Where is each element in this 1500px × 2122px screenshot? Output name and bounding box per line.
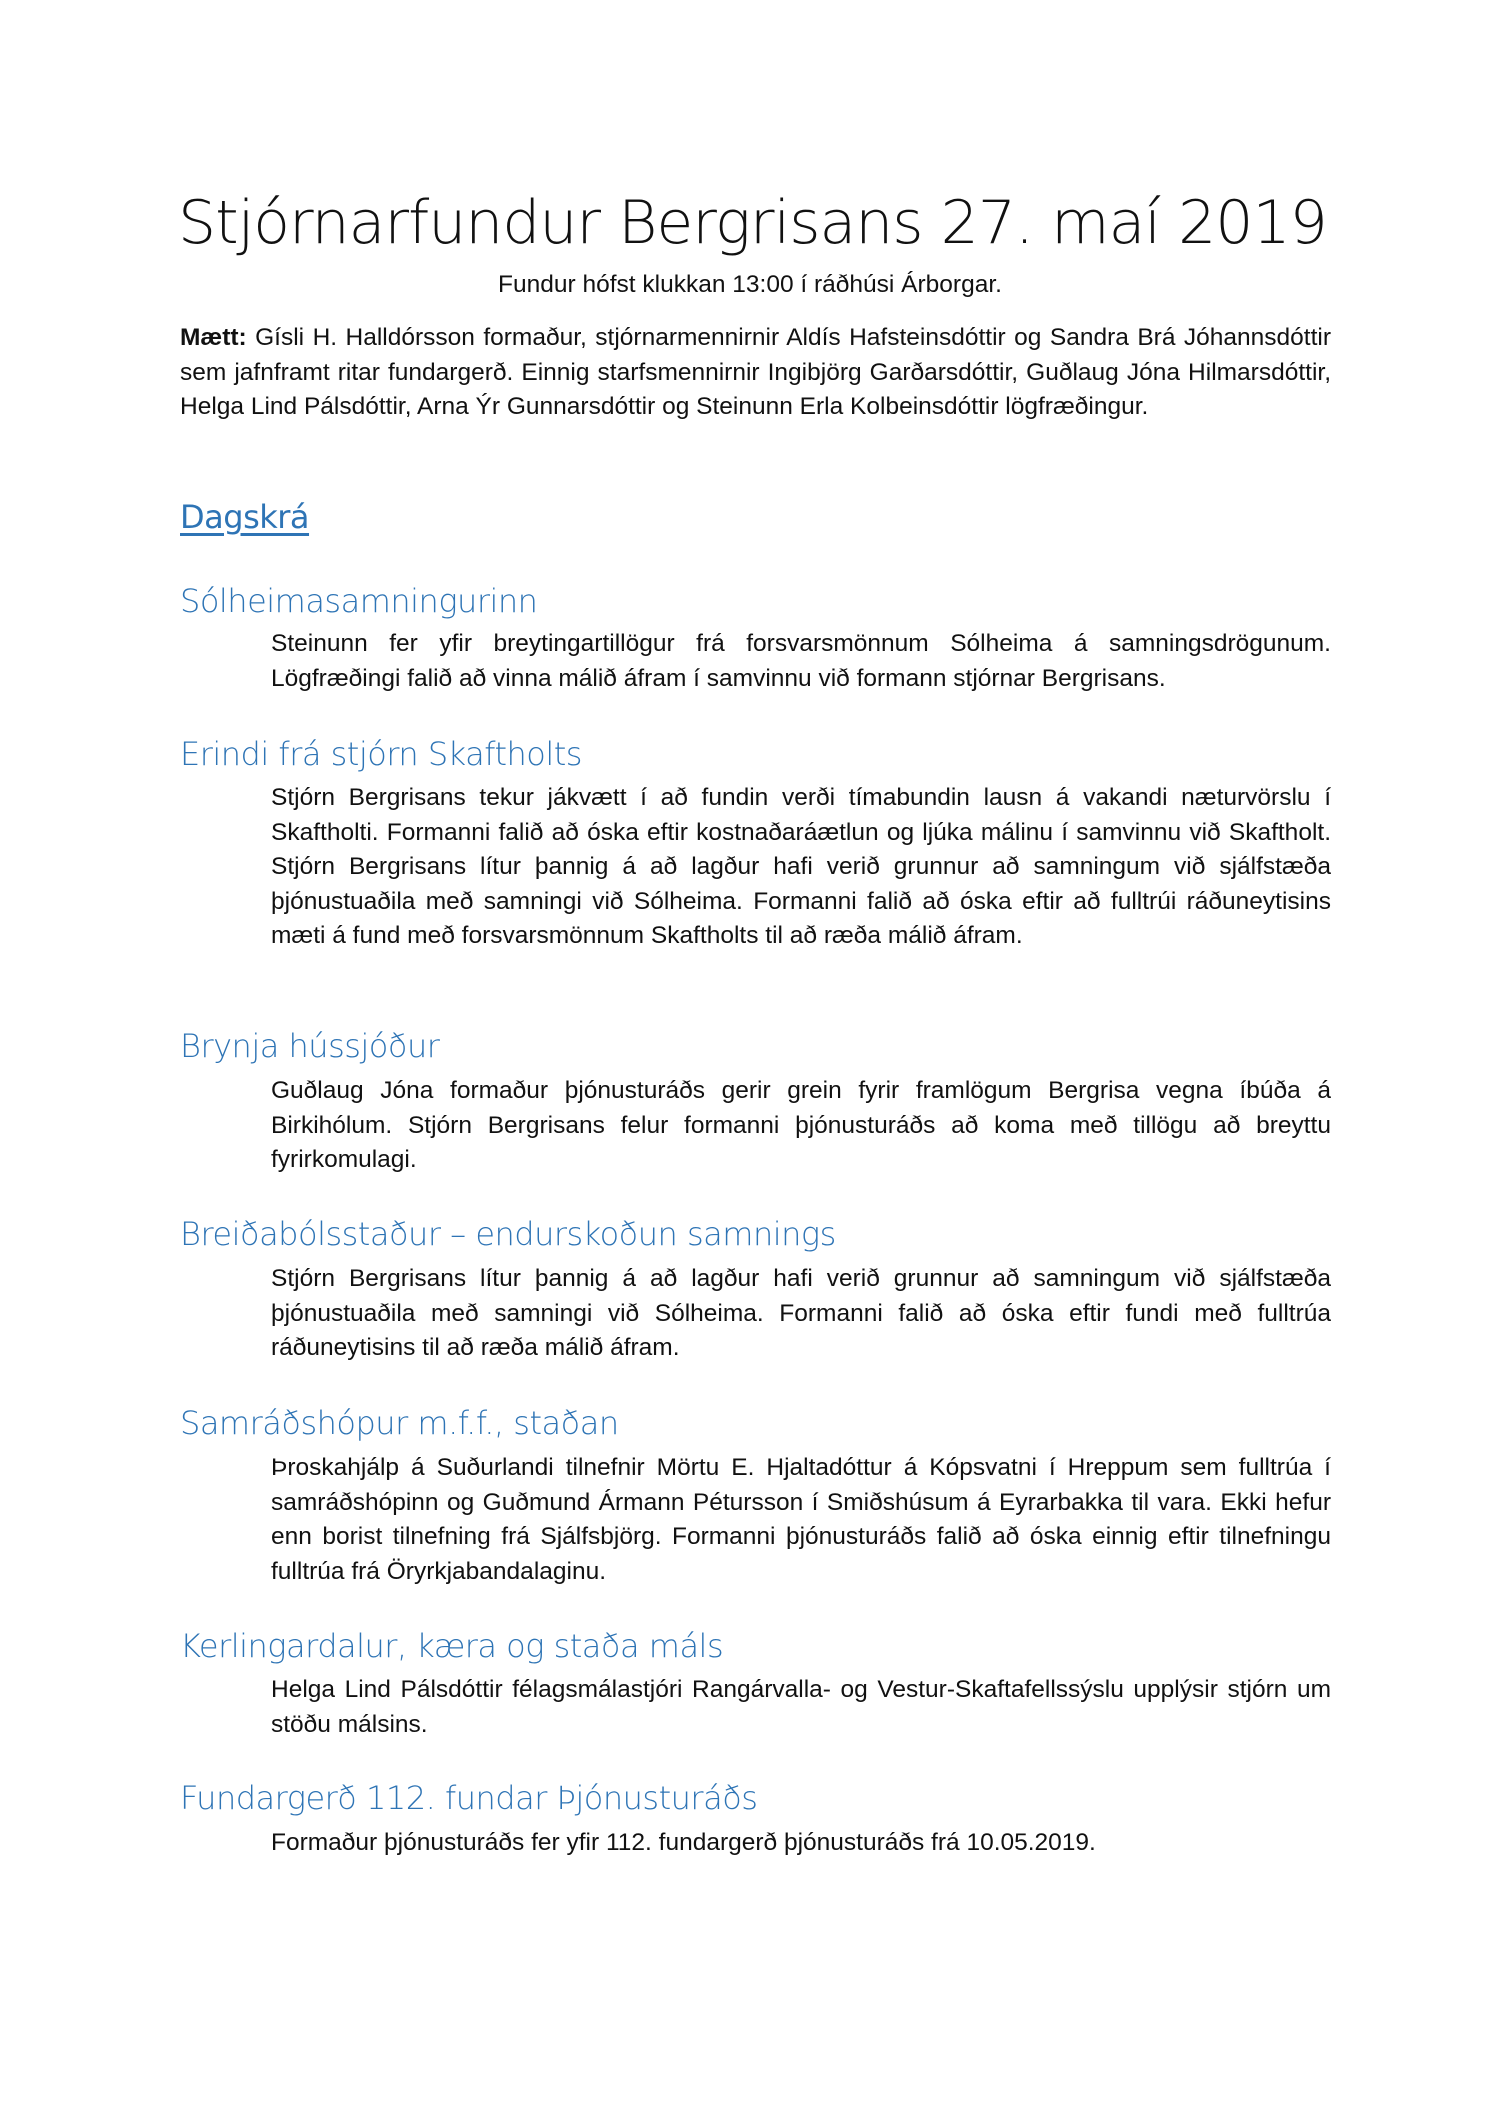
agenda-heading: Dagskrá (180, 498, 310, 536)
agenda-item-heading: Samráðshópur m.f.f., staðan (180, 1404, 619, 1442)
attendance-text: Gísli H. Halldórsson formaður, stjórnarmennirnir Aldís Hafsteinsdóttir og Sandra Brá Jóhannsdóttir sem jafnframt ritar fundargerð. Einnig starfsmennirnir Ingibjörg Garðarsdóttir, Guðlaug Jóna Hilmarsdóttir, Helga Lind Pálsdóttir, Arna Ýr Gunnarsdóttir og Steinunn Erla Kolbeinsdóttir lögfræðingur. (180, 324, 1331, 421)
agenda-item-body: Guðlaug Jóna formaður þjónusturáðs gerir grein fyrir framlögum Bergrisa vegna íbúða á Birkihólum. Stjórn Bergrisans felur formanni þjónusturáðs að koma með tillögu að breyttu fyrirkomulagi. (271, 1077, 1331, 1174)
agenda-item-heading: Breiðabólsstaður – endurskoðun samnings (180, 1215, 836, 1253)
agenda-item-body: Stjórn Bergrisans lítur þannig á að lagður hafi verið grunnur að samningum við sjálfstæða þjónustuaðila með samningi við Sólheima. Formanni falið að óska eftir fundi með fulltrúa ráðuneytisins til að ræða málið áfram. (271, 1265, 1331, 1362)
document-title: Stjórnarfundur Bergrisans 27. maí 2019 (178, 188, 1327, 258)
agenda-item-body: Helga Lind Pálsdóttir félagsmálastjóri Rangárvalla- og Vestur-Skaftafellssýslu upplýsir stjórn um stöðu málsins. (271, 1676, 1331, 1738)
attendance-paragraph (180, 321, 1331, 425)
meeting-info: Fundur hófst klukkan 13:00 í ráðhúsi Árborgar. (498, 271, 1002, 298)
agenda-item-heading: Sólheimasamningurinn (180, 582, 538, 620)
agenda-item-body: Stjórn Bergrisans tekur jákvætt í að fundin verði tímabundin lausn á vakandi næturvörslu í Skaftholti. Formanni falið að óska eftir kostnaðaráætlun og ljúka málinu í samvinnu við Skaftholt. Stjórn Bergrisans lítur þannig á að lagður hafi verið grunnur að samningum við sjálfstæða þjónustuaðila með samningi við Sólheima. Formanni falið að óska eftir að fulltrúi ráðuneytisins mæti á fund með forsvarsmönnum Skaftholts til að ræða málið áfram. (271, 784, 1331, 950)
agenda-item-body: Þroskahjálp á Suðurlandi tilnefnir Mörtu E. Hjaltadóttur á Kópsvatni í Hreppum sem fulltrúa í samráðshópinn og Guðmund Ármann Pétursson í Smiðshúsum á Eyrarbakka til vara. Ekki hefur enn borist tilnefning frá Sjálfsbjörg. Formanni þjónusturáðs falið að óska einnig eftir tilnefningu fulltrúa frá Öryrkjabandalaginu. (271, 1454, 1331, 1585)
agenda-item-heading: Fundargerð 112. fundar Þjónusturáðs (180, 1779, 758, 1817)
agenda-item-heading: Brynja hússjóður (180, 1027, 440, 1065)
agenda-item-heading: Kerlingardalur, kæra og staða máls (180, 1627, 724, 1665)
attendance-label: Mætt: (180, 324, 247, 351)
agenda-item-heading: Erindi frá stjórn Skaftholts (180, 735, 582, 773)
agenda-item-body: Steinunn fer yfir breytingartillögur frá forsvarsmönnum Sólheima á samningsdrögunum. Lögfræðingi falið að vinna málið áfram í samvinnu við formann stjórnar Bergrisans. (271, 630, 1331, 692)
agenda-item-body: Formaður þjónusturáðs fer yfir 112. fundargerð þjónusturáðs frá 10.05.2019. (271, 1829, 1096, 1856)
